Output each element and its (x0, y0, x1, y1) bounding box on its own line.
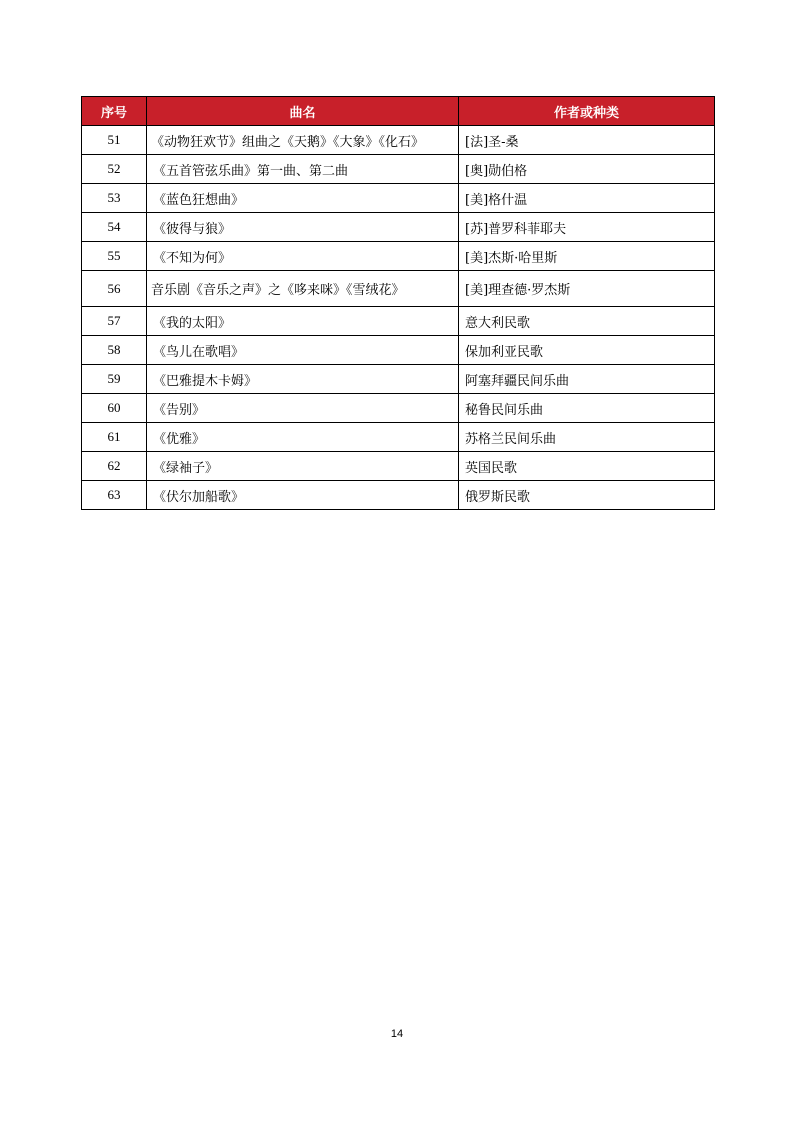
table-row (82, 481, 715, 510)
table-row (82, 423, 715, 452)
row-title: 《不知为何》 (147, 242, 459, 271)
page-number: 14 (390, 1028, 404, 1040)
row-number: 51 (82, 126, 147, 155)
row-number: 63 (82, 481, 147, 510)
row-title: 《蓝色狂想曲》 (147, 184, 459, 213)
row-number: 60 (82, 394, 147, 423)
table-row (82, 184, 715, 213)
row-number: 62 (82, 452, 147, 481)
table-header-row (82, 97, 715, 126)
row-author: 保加利亚民歌 (459, 336, 715, 365)
row-author: [美]理查德·罗杰斯 (459, 271, 715, 307)
row-author: 阿塞拜疆民间乐曲 (459, 365, 715, 394)
row-title: 《伏尔加船歌》 (147, 481, 459, 510)
row-title: 《彼得与狼》 (147, 213, 459, 242)
row-title: 《鸟儿在歌唱》 (147, 336, 459, 365)
table-row (82, 307, 715, 336)
row-number: 56 (82, 271, 147, 307)
table-row (82, 126, 715, 155)
music-list-table (81, 96, 715, 510)
row-author: 俄罗斯民歌 (459, 481, 715, 510)
row-number: 54 (82, 213, 147, 242)
row-author: [法]圣-桑 (459, 126, 715, 155)
table-row (82, 336, 715, 365)
table-row (82, 365, 715, 394)
row-author: 苏格兰民间乐曲 (459, 423, 715, 452)
row-title: 音乐剧《音乐之声》之《哆来咪》《雪绒花》 (147, 271, 459, 307)
row-author: 秘鲁民间乐曲 (459, 394, 715, 423)
row-author: [美]格什温 (459, 184, 715, 213)
row-number: 53 (82, 184, 147, 213)
table-row (82, 155, 715, 184)
table-row (82, 242, 715, 271)
row-number: 57 (82, 307, 147, 336)
header-number: 序号 (82, 97, 147, 126)
header-author: 作者或种类 (459, 97, 715, 126)
row-number: 61 (82, 423, 147, 452)
row-number: 55 (82, 242, 147, 271)
row-title: 《优雅》 (147, 423, 459, 452)
row-title: 《告别》 (147, 394, 459, 423)
row-author: 意大利民歌 (459, 307, 715, 336)
row-title: 《巴雅提木卡姆》 (147, 365, 459, 394)
table-row (82, 271, 715, 307)
row-number: 52 (82, 155, 147, 184)
row-number: 59 (82, 365, 147, 394)
row-number: 58 (82, 336, 147, 365)
row-author: [美]杰斯·哈里斯 (459, 242, 715, 271)
header-title: 曲名 (147, 97, 459, 126)
table-row (82, 394, 715, 423)
table-row (82, 213, 715, 242)
row-author: [苏]普罗科菲耶夫 (459, 213, 715, 242)
row-author: [奥]勋伯格 (459, 155, 715, 184)
row-title: 《五首管弦乐曲》第一曲、第二曲 (147, 155, 459, 184)
row-title: 《动物狂欢节》组曲之《天鹅》《大象》《化石》 (147, 126, 459, 155)
row-author: 英国民歌 (459, 452, 715, 481)
table-row (82, 452, 715, 481)
row-title: 《绿袖子》 (147, 452, 459, 481)
row-title: 《我的太阳》 (147, 307, 459, 336)
